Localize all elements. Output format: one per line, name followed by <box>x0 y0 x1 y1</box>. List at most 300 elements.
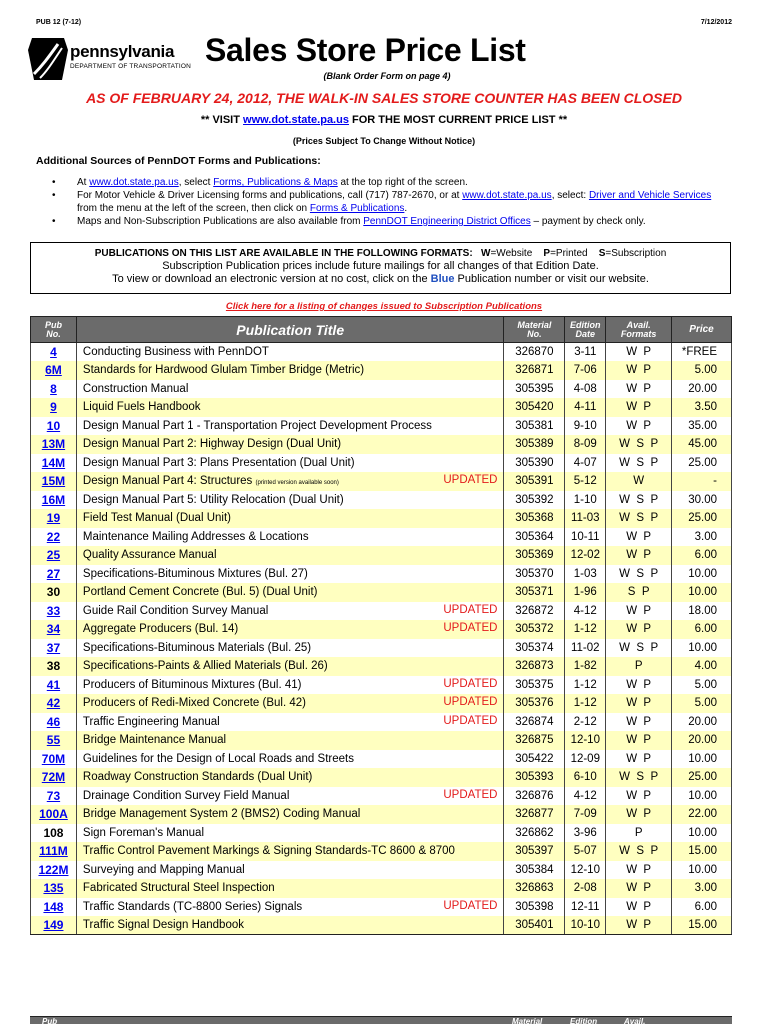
next-col-avail: Avail. <box>624 1017 646 1024</box>
pub-title-cell <box>76 602 504 621</box>
available-formats: P <box>606 657 672 676</box>
pub-number-cell <box>31 713 77 732</box>
table-row <box>31 361 732 380</box>
pub-title: Aggregate Producers (Bul. 14) <box>82 623 239 636</box>
updated-badge: UPDATED <box>443 677 498 690</box>
table-row <box>31 472 732 491</box>
pub-number-link[interactable]: 8 <box>50 381 57 396</box>
table-row <box>31 824 732 843</box>
edition-date: 4-11 <box>565 398 606 417</box>
edition-date: 2-12 <box>565 713 606 732</box>
pub-number-link[interactable]: 19 <box>46 511 61 526</box>
pub-number-cell <box>31 676 77 695</box>
available-formats: S P <box>606 583 672 602</box>
formats-heading: PUBLICATIONS ON THIS LIST ARE AVAILABLE IN THE FOLLOWING FORMATS: <box>94 248 473 259</box>
edition-date: 10-10 <box>565 916 606 935</box>
bullet-text: For Motor Vehicle & Driver Licensing forms and publications, call (717) 787-2670, or at <box>77 190 463 201</box>
pub-number: 30 <box>46 585 61 600</box>
edition-date: 12-09 <box>565 750 606 769</box>
table-row <box>31 602 732 621</box>
material-number: 305368 <box>504 509 565 528</box>
list-item <box>52 189 732 215</box>
material-number: 305381 <box>504 417 565 436</box>
pub-number-cell <box>31 879 77 898</box>
price: 30.00 <box>672 491 732 510</box>
pub-title: Guide Rail Condition Survey Manual <box>82 604 269 617</box>
edition-date: 1-82 <box>565 657 606 676</box>
pub-number-cell <box>31 805 77 824</box>
pub-number-link[interactable]: 14M <box>41 455 66 470</box>
price-notice: (Prices Subject To Change Without Notice) <box>292 136 476 146</box>
pub-number-link[interactable]: 41 <box>46 677 61 692</box>
table-row <box>31 583 732 602</box>
col-pub-no <box>31 317 77 343</box>
pub-number-cell <box>31 657 77 676</box>
material-number: 305389 <box>504 435 565 454</box>
pub-title: Standards for Hardwood Glulam Timber Bridge (Metric) <box>82 364 365 377</box>
available-formats: W P <box>606 731 672 750</box>
table-row <box>31 713 732 732</box>
available-formats: W S P <box>606 509 672 528</box>
pub-number-cell <box>31 528 77 547</box>
pub-number-link[interactable]: 34 <box>46 622 61 637</box>
pub-title: Liquid Fuels Handbook <box>82 401 201 414</box>
available-formats: P <box>606 824 672 843</box>
available-formats: W <box>606 472 672 491</box>
pub-title-cell <box>76 861 504 880</box>
pub-title-cell <box>76 916 504 935</box>
pub-title: Sign Foreman's Manual <box>82 826 204 839</box>
visit-link[interactable]: www.dot.state.pa.us <box>243 114 349 126</box>
table-row <box>31 694 732 713</box>
table-row <box>31 565 732 584</box>
price: 20.00 <box>672 731 732 750</box>
bullet-text: at the top right of the screen. <box>337 177 468 188</box>
bullet-text: , select <box>178 177 214 188</box>
pub-title: Maintenance Mailing Addresses & Locations <box>82 530 309 543</box>
pub-title: Construction Manual <box>82 382 189 395</box>
edition-date: 5-07 <box>565 842 606 861</box>
pub-number-link[interactable]: 37 <box>46 640 61 655</box>
price-list-table <box>30 316 732 935</box>
pub-title: Design Manual Part 1 - Transportation Project Development Process <box>82 419 432 432</box>
pub-number-link[interactable]: 70M <box>41 751 66 766</box>
pub-number-link[interactable]: 73 <box>46 788 61 803</box>
pub-number-cell <box>31 694 77 713</box>
available-formats: W P <box>606 602 672 621</box>
material-number: 305392 <box>504 491 565 510</box>
pub-title: Traffic Standards (TC-8800 Series) Signals <box>82 900 303 913</box>
pub-number-cell <box>31 343 77 362</box>
material-number: 305420 <box>504 398 565 417</box>
price: 10.00 <box>672 861 732 880</box>
pub-number-link[interactable]: 15M <box>41 474 66 489</box>
material-number: 326863 <box>504 879 565 898</box>
updated-badge: UPDATED <box>443 474 498 486</box>
material-number: 326862 <box>504 824 565 843</box>
available-formats: W P <box>606 750 672 769</box>
pub-title-cell <box>76 583 504 602</box>
format-desc-s: =Subscription <box>605 248 667 259</box>
pub-title: Drainage Condition Survey Field Manual <box>82 789 290 802</box>
col-formats-label: Avail. Formats <box>620 319 657 339</box>
visit-suffix: FOR THE MOST CURRENT PRICE LIST ** <box>348 114 568 126</box>
table-row <box>31 916 732 935</box>
format-desc-w: =Website <box>490 248 533 259</box>
price: 3.00 <box>672 528 732 547</box>
pub-title-cell <box>76 713 504 732</box>
bullet-text: – payment by check only. <box>530 216 646 227</box>
col-price: Price <box>672 317 732 343</box>
material-number: 326875 <box>504 731 565 750</box>
available-formats: W P <box>606 916 672 935</box>
available-formats: W S P <box>606 491 672 510</box>
table-row <box>31 343 732 362</box>
edition-date: 12-11 <box>565 898 606 917</box>
updated-badge: UPDATED <box>443 622 498 634</box>
closure-alert: AS OF FEBRUARY 24, 2012, THE WALK-IN SALES STORE COUNTER HAS BEEN CLOSED <box>86 90 682 106</box>
price: 4.00 <box>672 657 732 676</box>
material-number: 326871 <box>504 361 565 380</box>
price: 15.00 <box>672 916 732 935</box>
next-col-edition: Edition <box>570 1017 598 1024</box>
pub-title-cell <box>76 694 504 713</box>
pub-title: Traffic Signal Design Handbook <box>82 919 244 931</box>
pub-title: Specifications-Paints & Allied Materials (Bul. 26) <box>82 660 328 673</box>
table-row <box>31 805 732 824</box>
price: 45.00 <box>672 435 732 454</box>
col-edition <box>565 317 606 343</box>
price: 18.00 <box>672 602 732 621</box>
pub-title-cell <box>76 546 504 565</box>
edition-date: 1-03 <box>565 565 606 584</box>
material-number: 305370 <box>504 565 565 584</box>
table-row <box>31 731 732 750</box>
edition-date: 4-12 <box>565 787 606 806</box>
pub-number-cell <box>31 546 77 565</box>
price: 20.00 <box>672 713 732 732</box>
pub-number-cell <box>31 398 77 417</box>
pub-title-cell <box>76 731 504 750</box>
pub-title: Design Manual Part 2: Highway Design (Dual Unit) <box>82 438 342 451</box>
updated-badge: UPDATED <box>443 603 498 616</box>
pub-number-cell <box>31 639 77 658</box>
pub-number-cell <box>31 861 77 880</box>
available-formats: W P <box>606 528 672 547</box>
edition-date: 5-12 <box>565 472 606 491</box>
pub-number-link[interactable]: 46 <box>46 714 61 729</box>
price: 20.00 <box>672 380 732 399</box>
additional-sources-heading: Additional Sources of PennDOT Forms and Publications: <box>36 155 321 167</box>
table-row <box>31 620 732 639</box>
material-number: 305376 <box>504 694 565 713</box>
price: 5.00 <box>672 694 732 713</box>
pub-number-cell <box>31 417 77 436</box>
price: 10.00 <box>672 565 732 584</box>
district-offices-link[interactable]: PennDOT Engineering District Offices <box>363 216 531 227</box>
updated-badge: UPDATED <box>443 696 498 708</box>
bullet-text: . <box>404 203 408 214</box>
available-formats: W P <box>606 380 672 399</box>
pub-number-cell <box>31 916 77 935</box>
table-row <box>31 491 732 510</box>
table-row <box>31 861 732 880</box>
list-item <box>52 215 732 228</box>
driver-vehicle-services-link[interactable]: Driver and Vehicle Services <box>588 190 712 201</box>
edition-date: 4-12 <box>565 602 606 621</box>
pub-title-cell <box>76 509 504 528</box>
pub-title-cell <box>76 380 504 399</box>
pub-number-cell <box>31 565 77 584</box>
available-formats: W P <box>606 713 672 732</box>
pub-number-cell <box>31 768 77 787</box>
material-number: 305393 <box>504 768 565 787</box>
pub-number: 108 <box>43 825 64 840</box>
col-edition-label: Edition Date <box>570 319 601 339</box>
edition-date: 6-10 <box>565 768 606 787</box>
pub-number-cell <box>31 842 77 861</box>
pub-number-cell <box>31 435 77 454</box>
table-row <box>31 879 732 898</box>
pub-number-link[interactable]: 100A <box>39 807 68 822</box>
pub-title-cell <box>76 472 504 491</box>
table-row <box>31 380 732 399</box>
pub-number-link[interactable]: 10 <box>46 418 61 433</box>
pub-number-link[interactable]: 27 <box>46 566 61 581</box>
pub-title-cell <box>76 343 504 362</box>
pub-title-note: (printed version available soon) <box>255 480 339 487</box>
edition-date: 4-07 <box>565 454 606 473</box>
pub-number-link[interactable]: 13M <box>41 437 66 452</box>
pub-title-cell <box>76 676 504 695</box>
price: 10.00 <box>672 639 732 658</box>
pub-number-cell <box>31 750 77 769</box>
table-row <box>31 546 732 565</box>
pub-number-link[interactable]: 9 <box>50 400 57 415</box>
pub-title-cell <box>76 750 504 769</box>
logo-department: DEPARTMENT OF TRANSPORTATION <box>70 63 192 70</box>
material-number: 326870 <box>504 343 565 362</box>
pub-title: Producers of Redi-Mixed Concrete (Bul. 42) <box>82 697 306 710</box>
pub-number-link[interactable]: 148 <box>43 899 64 914</box>
table-row <box>31 787 732 806</box>
price: 6.00 <box>672 898 732 917</box>
edition-date: 7-09 <box>565 805 606 824</box>
visit-banner <box>0 114 768 126</box>
pub-title-cell <box>76 657 504 676</box>
pub-number-link[interactable]: 25 <box>46 548 61 563</box>
material-number: 305390 <box>504 454 565 473</box>
material-number: 305398 <box>504 898 565 917</box>
forms-publications-maps-link[interactable]: Forms, Publications & Maps <box>213 177 338 188</box>
pub-title: Quality Assurance Manual <box>82 549 217 562</box>
table-row <box>31 768 732 787</box>
available-formats: W P <box>606 546 672 565</box>
price: 25.00 <box>672 454 732 473</box>
pub-number: 38 <box>46 659 61 674</box>
edition-date: 4-08 <box>565 380 606 399</box>
material-number: 305422 <box>504 750 565 769</box>
table-row <box>31 842 732 861</box>
available-formats: W S P <box>606 565 672 584</box>
pub-number-cell <box>31 620 77 639</box>
material-number: 305375 <box>504 676 565 695</box>
material-number: 326876 <box>504 787 565 806</box>
table-row <box>31 509 732 528</box>
edition-date: 2-08 <box>565 879 606 898</box>
available-formats: W P <box>606 620 672 639</box>
pub-number: PUB 12 (7-12) <box>36 19 82 26</box>
page-subtitle: (Blank Order Form on page 4) <box>323 71 451 81</box>
material-number: 305397 <box>504 842 565 861</box>
pub-title: Fabricated Structural Steel Inspection <box>82 882 275 895</box>
bullet-text: Maps and Non-Subscription Publications are also available from <box>77 216 364 227</box>
pub-number-link[interactable]: 6M <box>45 363 62 378</box>
available-formats: W S P <box>606 435 672 454</box>
material-number: 305371 <box>504 583 565 602</box>
edition-date: 1-12 <box>565 676 606 695</box>
price: 3.00 <box>672 879 732 898</box>
additional-sources-list <box>52 176 732 228</box>
available-formats: W P <box>606 879 672 898</box>
format-code-p: P <box>543 248 551 259</box>
price: 10.00 <box>672 824 732 843</box>
pub-number-cell <box>31 454 77 473</box>
pub-number-link[interactable]: 122M <box>38 862 69 877</box>
available-formats: W P <box>606 417 672 436</box>
pub-title-cell <box>76 620 504 639</box>
available-formats: W P <box>606 805 672 824</box>
pub-number-link[interactable]: 135 <box>43 881 64 896</box>
table-row <box>31 417 732 436</box>
pub-title: Bridge Maintenance Manual <box>82 734 227 747</box>
edition-date: 3-11 <box>565 343 606 362</box>
col-material-label: Material No. <box>517 319 552 339</box>
pub-title: Field Test Manual (Dual Unit) <box>82 512 231 525</box>
blue-word: Blue <box>430 273 455 285</box>
pub-number-link[interactable]: 72M <box>41 770 66 785</box>
pub-title: Specifications-Bituminous Materials (Bul. 25) <box>82 641 312 654</box>
formats-info-box <box>30 242 731 294</box>
available-formats: W P <box>606 343 672 362</box>
edition-date: 1-10 <box>565 491 606 510</box>
available-formats: W S P <box>606 768 672 787</box>
pub-title: Surveying and Mapping Manual <box>82 863 245 876</box>
pub-title: Portland Cement Concrete (Bul. 5) (Dual Unit) <box>82 586 318 599</box>
pub-title-cell <box>76 805 504 824</box>
edition-date: 9-10 <box>565 417 606 436</box>
pub-number-cell <box>31 583 77 602</box>
table-row <box>31 528 732 547</box>
available-formats: W S P <box>606 639 672 658</box>
material-number: 305364 <box>504 528 565 547</box>
pub-title-cell <box>76 528 504 547</box>
pub-number-link[interactable]: 149 <box>43 918 64 932</box>
material-number: 305372 <box>504 620 565 639</box>
material-number: 305369 <box>504 546 565 565</box>
material-number: 326877 <box>504 805 565 824</box>
pub-number-cell <box>31 602 77 621</box>
pub-title: Design Manual Part 3: Plans Presentation (Dual Unit) <box>82 456 355 469</box>
pub-title-cell <box>76 565 504 584</box>
price: *FREE <box>672 343 732 362</box>
pub-number-link[interactable]: 33 <box>46 603 61 618</box>
pub-number-link[interactable]: 16M <box>41 492 66 507</box>
updated-badge: UPDATED <box>443 714 498 727</box>
pub-number-link[interactable]: 111M <box>39 844 68 859</box>
pub-title-cell <box>76 639 504 658</box>
pub-title-cell <box>76 417 504 436</box>
pub-title: Bridge Management System 2 (BMS2) Coding Manual <box>82 808 361 821</box>
subscription-changes-link[interactable]: Click here for a listing of changes issued to Subscription Publications <box>225 301 543 312</box>
pub-number-link[interactable]: 55 <box>46 733 61 748</box>
logo-wordmark: pennsylvania <box>70 42 175 61</box>
pub-title: Traffic Engineering Manual <box>82 715 220 728</box>
dot-website-link[interactable]: www.dot.state.pa.us <box>462 190 552 201</box>
price: 15.00 <box>672 842 732 861</box>
available-formats: W P <box>606 787 672 806</box>
pub-number-cell <box>31 898 77 917</box>
updated-badge: UPDATED <box>443 899 498 912</box>
pub-number-link[interactable]: 4 <box>50 345 57 359</box>
price: 6.00 <box>672 620 732 639</box>
edition-date: 3-96 <box>565 824 606 843</box>
dot-website-link[interactable]: www.dot.state.pa.us <box>89 177 179 188</box>
pub-title-cell <box>76 361 504 380</box>
pub-title: Design Manual Part 5: Utility Relocation (Dual Unit) <box>82 493 344 506</box>
pub-number-cell <box>31 472 77 491</box>
material-number: 305401 <box>504 916 565 935</box>
pub-title: Conducting Business with PennDOT <box>82 346 269 358</box>
table-row <box>31 898 732 917</box>
pub-number-link[interactable]: 22 <box>46 529 61 544</box>
pub-number-link[interactable]: 42 <box>46 696 61 711</box>
pub-title-cell <box>76 768 504 787</box>
pub-title: Traffic Control Pavement Markings & Signing Standards-TC 8600 & 8700 <box>82 845 455 858</box>
material-number: 305391 <box>504 472 565 491</box>
price: 6.00 <box>672 546 732 565</box>
table-row <box>31 676 732 695</box>
available-formats: W P <box>606 398 672 417</box>
visit-prefix: ** VISIT <box>200 114 244 126</box>
available-formats: W P <box>606 676 672 695</box>
available-formats: W S P <box>606 842 672 861</box>
pub-number-cell <box>31 509 77 528</box>
col-material <box>504 317 565 343</box>
price: 25.00 <box>672 509 732 528</box>
edition-date: 11-03 <box>565 509 606 528</box>
pub-title-cell <box>76 879 504 898</box>
note-text: To view or download an electronic version at no cost, click on the <box>112 273 431 285</box>
formats-legend <box>31 248 730 259</box>
table-row <box>31 750 732 769</box>
bullet-text: At <box>77 177 90 188</box>
updated-badge: UPDATED <box>443 788 498 801</box>
pub-number-cell <box>31 824 77 843</box>
available-formats: W P <box>606 861 672 880</box>
available-formats: W P <box>606 694 672 713</box>
pub-title: Design Manual Part 4: Structures <box>82 475 253 488</box>
available-formats: W S P <box>606 454 672 473</box>
price: 10.00 <box>672 787 732 806</box>
edition-date: 1-96 <box>565 583 606 602</box>
edition-date: 12-02 <box>565 546 606 565</box>
material-number: 305384 <box>504 861 565 880</box>
forms-publications-link[interactable]: Forms & Publications <box>309 203 405 214</box>
available-formats: W P <box>606 361 672 380</box>
price: 5.00 <box>672 361 732 380</box>
price: 10.00 <box>672 750 732 769</box>
